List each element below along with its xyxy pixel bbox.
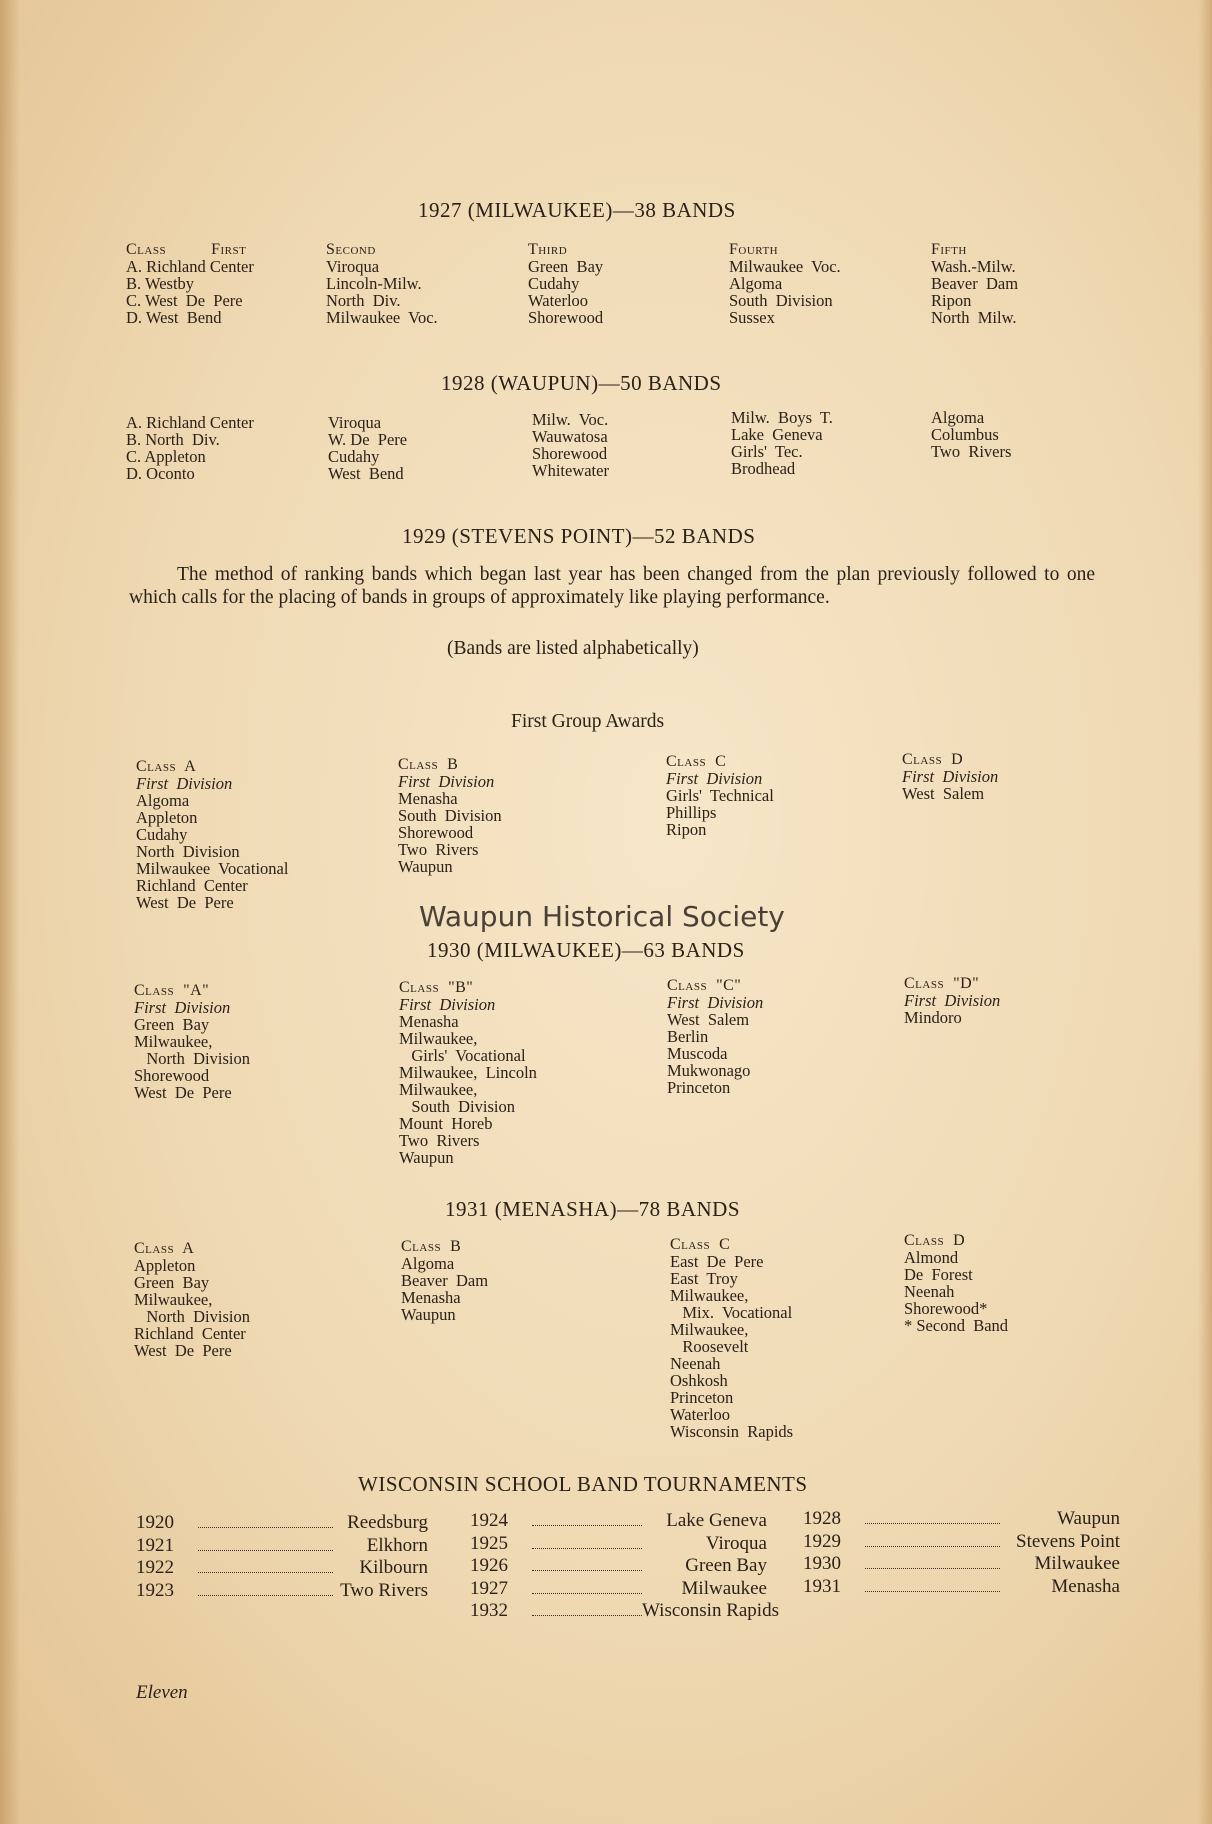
- tournament-place: Waupun: [1057, 1508, 1120, 1529]
- tournament-year: 1922: [136, 1557, 174, 1578]
- dot-leader: [865, 1579, 1000, 1592]
- class-label: Class A: [136, 758, 197, 775]
- column-header: Third: [528, 241, 568, 258]
- heading-1927: 1927 (MILWAUKEE)—38 BANDS: [418, 198, 736, 222]
- dot-leader: [532, 1603, 642, 1616]
- dot-leader: [865, 1534, 1000, 1547]
- band-entry: Oshkosh: [670, 1371, 728, 1390]
- band-entry: Two Rivers: [398, 840, 479, 859]
- tournament-row: [803, 1553, 1120, 1575]
- column-1930-4: [904, 975, 1000, 1026]
- tournament-place: Reedsburg: [347, 1512, 428, 1533]
- column-1929-3: [666, 753, 774, 838]
- band-entry: Neenah: [670, 1354, 721, 1373]
- band-entry: Wauwatosa: [532, 427, 608, 446]
- band-entry: West De Pere: [134, 1341, 232, 1360]
- band-entry: Milwaukee,: [670, 1320, 749, 1339]
- division-label: First Division: [136, 774, 233, 793]
- column-1927-3: [528, 241, 603, 326]
- tournament-place: Menasha: [1051, 1575, 1120, 1597]
- tournament-year: 1929: [803, 1530, 841, 1552]
- class-label: Class B: [398, 756, 459, 773]
- tournament-year: 1930: [803, 1553, 841, 1574]
- band-entry: Waterloo: [528, 291, 589, 310]
- tournament-place: Viroqua: [705, 1532, 767, 1554]
- dot-leader: [532, 1513, 642, 1526]
- band-entry: Appleton: [134, 1256, 196, 1275]
- heading-1931: 1931 (MENASHA)—78 BANDS: [445, 1197, 741, 1221]
- band-entry: W. De Pere: [328, 430, 408, 449]
- tournament-place: Kilbourn: [359, 1557, 428, 1578]
- tournament-row: [470, 1578, 767, 1600]
- column-1927-4: [729, 241, 841, 326]
- division-label: First Division: [904, 991, 1001, 1010]
- page-edge-shadow: [0, 0, 20, 1824]
- column-1930-3: [667, 977, 763, 1096]
- dot-leader: [532, 1558, 642, 1571]
- band-entry: North Division: [136, 842, 240, 861]
- band-entry: Lincoln-Milw.: [326, 274, 422, 293]
- column-header: Fourth: [729, 241, 779, 258]
- band-entry: B. Westby: [126, 274, 195, 293]
- band-entry: Milwaukee,: [399, 1080, 478, 1099]
- band-entry: Almond: [904, 1248, 959, 1267]
- tournament-row: [136, 1580, 428, 1602]
- tournament-year: 1925: [470, 1532, 508, 1554]
- tournament-year: 1924: [470, 1510, 508, 1531]
- band-entry: C. Appleton: [126, 447, 206, 466]
- tournament-row: [136, 1535, 428, 1557]
- band-entry: Milwaukee,: [134, 1032, 213, 1051]
- tournament-year: 1921: [136, 1534, 174, 1556]
- band-entry: Columbus: [931, 425, 999, 444]
- division-label: First Division: [667, 993, 764, 1012]
- band-entry: South Division: [399, 1097, 515, 1116]
- band-entry: Algoma: [931, 408, 985, 427]
- column-1927-1: [126, 241, 254, 326]
- band-entry: Milwaukee,: [134, 1290, 213, 1309]
- tournament-row: [470, 1510, 767, 1532]
- tournament-place: Stevens Point: [1016, 1530, 1120, 1552]
- band-entry: South Division: [398, 806, 502, 825]
- band-entry: Cudahy: [136, 825, 188, 844]
- band-entry: Ripon: [666, 820, 707, 839]
- tournament-year: 1931: [803, 1575, 841, 1597]
- division-label: First Division: [398, 772, 495, 791]
- tournament-place: Green Bay: [685, 1555, 767, 1576]
- band-entry: Girls' Vocational: [399, 1046, 526, 1065]
- band-entry: North Division: [134, 1049, 250, 1068]
- band-entry: Green Bay: [528, 257, 604, 276]
- band-entry: Shorewood: [134, 1066, 210, 1085]
- band-entry: Roosevelt: [670, 1337, 749, 1356]
- column-1929-1: [136, 758, 288, 911]
- band-entry: West Salem: [902, 784, 985, 803]
- band-entry: Waupun: [399, 1148, 454, 1167]
- heading-1929: 1929 (STEVENS POINT)—52 BANDS: [402, 524, 756, 548]
- class-label: Class C: [666, 753, 727, 770]
- band-entry: Shorewood: [532, 444, 608, 463]
- heading-1930: 1930 (MILWAUKEE)—63 BANDS: [427, 938, 745, 962]
- band-entry: Ripon: [931, 291, 972, 310]
- band-entry: Shorewood: [528, 308, 604, 327]
- band-entry: Mount Horeb: [399, 1114, 493, 1133]
- band-entry: Milw. Voc.: [532, 410, 609, 429]
- band-entry: Menasha: [401, 1288, 461, 1307]
- band-entry: Milwaukee, Lincoln: [399, 1063, 537, 1082]
- column-1931-2: [401, 1238, 488, 1323]
- class-label: Class "C": [667, 977, 742, 994]
- band-entry: C. West De Pere: [126, 291, 243, 310]
- tournament-place: Wisconsin Rapids: [642, 1600, 779, 1621]
- band-entry: A. Richland Center: [126, 257, 254, 276]
- tournament-year: 1926: [470, 1555, 508, 1576]
- column-1930-1: [134, 982, 250, 1101]
- band-entry: Menasha: [398, 789, 458, 808]
- band-entry: West De Pere: [134, 1083, 232, 1102]
- column-header: Fifth: [931, 241, 967, 258]
- first-group-awards-title: First Group Awards: [511, 711, 665, 732]
- column-1928-2: [328, 414, 407, 482]
- column-1927-5: [931, 241, 1018, 326]
- dot-leader: [198, 1560, 333, 1573]
- band-entry: Algoma: [401, 1254, 455, 1273]
- band-entry: Two Rivers: [931, 442, 1012, 461]
- tournament-row: [470, 1600, 779, 1622]
- band-entry: A. Richland Center: [126, 413, 254, 432]
- class-label: Class "D": [904, 975, 980, 992]
- band-entry: Neenah: [904, 1282, 955, 1301]
- band-entry: Milwaukee Voc.: [326, 308, 438, 327]
- band-entry: Menasha: [399, 1012, 459, 1031]
- band-entry: Waupun: [398, 857, 453, 876]
- class-label: Class B: [401, 1238, 462, 1255]
- band-entry: Milw. Boys T.: [731, 408, 833, 427]
- band-entry: South Division: [729, 291, 833, 310]
- column-1928-1: [126, 414, 254, 482]
- class-label: Class D: [902, 751, 964, 768]
- tournament-place: Milwaukee: [1034, 1553, 1120, 1574]
- band-entry: Shorewood*: [904, 1299, 988, 1318]
- heading-1928: 1928 (WAUPUN)—50 BANDS: [441, 371, 722, 395]
- column-1931-1: [134, 1240, 250, 1359]
- band-entry: Brodhead: [731, 459, 796, 478]
- dot-leader: [198, 1515, 333, 1528]
- band-entry: North Div.: [326, 291, 401, 310]
- tournament-place: Lake Geneva: [666, 1510, 767, 1531]
- column-1929-2: [398, 756, 502, 875]
- tournaments-title: WISCONSIN SCHOOL BAND TOURNAMENTS: [358, 1472, 808, 1496]
- band-entry: D. Oconto: [126, 464, 195, 483]
- band-entry: West Bend: [328, 464, 404, 483]
- division-label: First Division: [134, 998, 231, 1017]
- band-entry: Mindoro: [904, 1008, 962, 1027]
- band-entry: Cudahy: [528, 274, 580, 293]
- band-entry: Muscoda: [667, 1044, 728, 1063]
- band-entry: Berlin: [667, 1027, 709, 1046]
- band-entry: Princeton: [670, 1388, 734, 1407]
- tournament-year: 1932: [470, 1600, 508, 1621]
- column-header: Class First: [126, 241, 247, 258]
- band-entry: Two Rivers: [399, 1131, 480, 1150]
- column-1931-4: [904, 1232, 1008, 1334]
- intro-paragraph: The method of ranking bands which began last year has been changed from the plan previously followed to one which calls for the placing of bands in groups of approximately like playing performance.: [129, 564, 1095, 608]
- band-entry: B. North Div.: [126, 430, 220, 449]
- band-entry: North Milw.: [931, 308, 1017, 327]
- tournament-place: Elkhorn: [366, 1534, 428, 1556]
- column-1928-4: [731, 409, 833, 477]
- band-entry: West Salem: [667, 1010, 750, 1029]
- class-label: Class "A": [134, 982, 210, 999]
- tournament-row: [803, 1531, 1120, 1553]
- dot-leader: [198, 1538, 333, 1551]
- dot-leader: [865, 1511, 1000, 1524]
- band-entry: Richland Center: [136, 876, 248, 895]
- band-entry: Mix. Vocational: [670, 1303, 793, 1322]
- band-entry: East Troy: [670, 1269, 738, 1288]
- band-entry: Girls' Tec.: [731, 442, 803, 461]
- column-1931-3: [670, 1236, 793, 1440]
- band-entry: Princeton: [667, 1078, 731, 1097]
- band-entry: Milwaukee,: [670, 1286, 749, 1305]
- tournament-place: Two Rivers: [340, 1579, 428, 1601]
- band-entry: Viroqua: [326, 257, 380, 276]
- division-label: First Division: [399, 995, 496, 1014]
- class-label: Class D: [904, 1232, 966, 1249]
- band-entry: Richland Center: [134, 1324, 246, 1343]
- band-entry: Waupun: [401, 1305, 456, 1324]
- tournament-row: [136, 1512, 428, 1534]
- tournament-year: 1920: [136, 1512, 174, 1533]
- band-entry: Green Bay: [134, 1015, 210, 1034]
- page-edge-shadow-right: [1198, 0, 1212, 1824]
- tournament-row: [470, 1555, 767, 1577]
- dot-leader: [532, 1581, 642, 1594]
- band-entry: Green Bay: [134, 1273, 210, 1292]
- band-entry: Wisconsin Rapids: [670, 1422, 794, 1441]
- watermark-text: Waupun Historical Society: [419, 900, 785, 933]
- tournament-year: 1928: [803, 1508, 841, 1529]
- class-label: Class C: [670, 1236, 731, 1253]
- band-entry: Viroqua: [328, 413, 382, 432]
- division-label: First Division: [902, 767, 999, 786]
- tournament-row: [470, 1533, 767, 1555]
- band-entry: Algoma: [729, 274, 783, 293]
- band-entry: Cudahy: [328, 447, 380, 466]
- band-entry: Milwaukee Vocational: [136, 859, 289, 878]
- division-label: First Division: [666, 769, 763, 788]
- column-1928-3: [532, 411, 609, 479]
- band-entry: D. West Bend: [126, 308, 222, 327]
- tournament-row: [803, 1508, 1120, 1530]
- class-label: Class "B": [399, 979, 474, 996]
- band-entry: Sussex: [729, 308, 775, 327]
- band-entry: Shorewood: [398, 823, 474, 842]
- tournament-year: 1927: [470, 1577, 508, 1599]
- band-entry: East De Pere: [670, 1252, 764, 1271]
- band-entry: Algoma: [136, 791, 190, 810]
- column-header: Second: [326, 241, 376, 258]
- dot-leader: [532, 1536, 642, 1549]
- class-label: Class A: [134, 1240, 195, 1257]
- band-entry: Whitewater: [532, 461, 609, 480]
- band-entry: De Forest: [904, 1265, 973, 1284]
- tournament-row: [136, 1557, 428, 1579]
- band-entry: * Second Band: [904, 1316, 1009, 1335]
- tournament-year: 1923: [136, 1579, 174, 1601]
- band-entry: North Division: [134, 1307, 250, 1326]
- dot-leader: [198, 1583, 333, 1596]
- band-entry: Waterloo: [670, 1405, 731, 1424]
- band-entry: Phillips: [666, 803, 717, 822]
- tournament-place: Milwaukee: [681, 1577, 767, 1599]
- dot-leader: [865, 1556, 1000, 1569]
- column-1927-2: [326, 241, 438, 326]
- column-1930-2: [399, 979, 537, 1166]
- page-number: Eleven: [136, 1682, 188, 1703]
- band-entry: Lake Geneva: [731, 425, 823, 444]
- alphabetical-note: (Bands are listed alphabetically): [447, 638, 699, 659]
- band-entry: Milwaukee,: [399, 1029, 478, 1048]
- band-entry: West De Pere: [136, 893, 234, 912]
- band-entry: Mukwonago: [667, 1061, 751, 1080]
- band-entry: Beaver Dam: [931, 274, 1019, 293]
- band-entry: Beaver Dam: [401, 1271, 489, 1290]
- band-entry: Appleton: [136, 808, 198, 827]
- band-entry: Milwaukee Voc.: [729, 257, 841, 276]
- column-1929-4: [902, 751, 998, 802]
- column-1928-5: [931, 409, 1011, 460]
- tournament-row: [803, 1576, 1120, 1598]
- band-entry: Wash.-Milw.: [931, 257, 1016, 276]
- band-entry: Girls' Technical: [666, 786, 774, 805]
